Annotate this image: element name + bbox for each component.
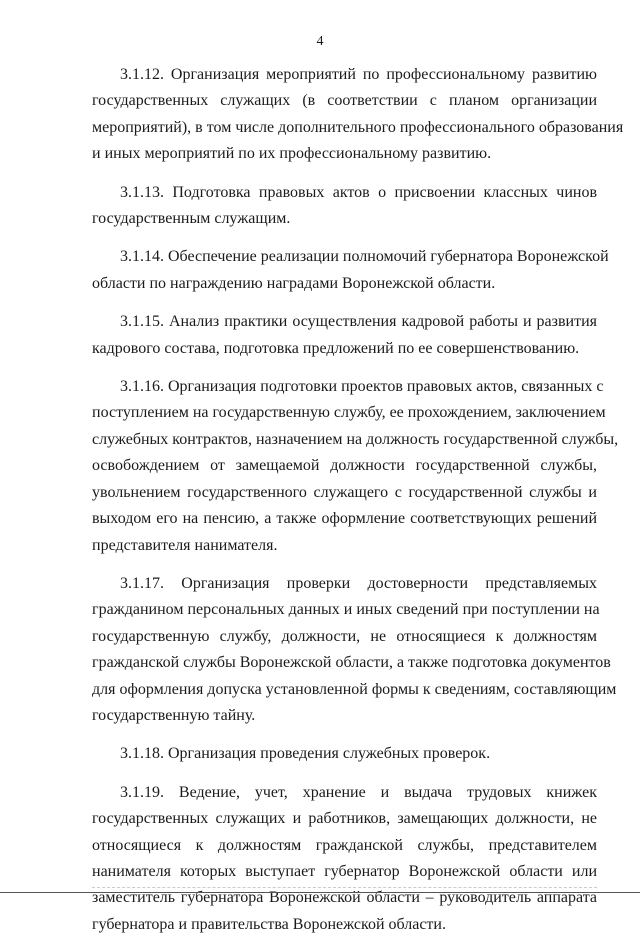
scan-artifact-line <box>92 887 597 891</box>
text-line: для оформления допуска установленной формы к сведениям, составляющим <box>92 680 617 698</box>
text-line: 3.1.18. Организация проведения служебных проверок. <box>120 745 491 763</box>
text-line: освобождением от замещаемой должности государственной службы, <box>92 457 597 475</box>
text-line: государственным служащим. <box>92 210 291 228</box>
text-line: служебных контрактов, назначением на должность государственной службы, <box>92 430 619 448</box>
text-line: представителя нанимателя. <box>92 536 278 554</box>
page-bottom-edge <box>0 892 640 893</box>
text-line: заместитель губернатора Воронежской области – руководитель аппарата <box>92 889 597 907</box>
text-line: 3.1.14. Обеспечение реализации полномочий губернатора Воронежской <box>120 248 609 266</box>
text-line: и иных мероприятий по их профессиональному развитию. <box>92 145 492 163</box>
text-line: выходом его на пенсию, а также оформление соответствующих решений <box>92 510 597 528</box>
paragraph-3-1-15 <box>92 309 597 362</box>
text-line: государственных служащих и работников, замещающих должности, не <box>92 810 597 828</box>
text-line: 3.1.16. Организация подготовки проектов правовых актов, связанных с <box>120 378 604 396</box>
paragraph-3-1-14 <box>92 244 609 297</box>
text-line: 3.1.17. Организация проверки достоверности представляемых <box>120 574 597 592</box>
paragraph-3-1-13 <box>92 180 597 233</box>
text-line: 3.1.19. Ведение, учет, хранение и выдача трудовых книжек <box>120 783 597 801</box>
page-number: 4 <box>316 34 324 49</box>
text-line: кадрового состава, подготовка предложений по ее совершенствованию. <box>92 339 580 357</box>
paragraph-3-1-17 <box>92 571 617 729</box>
text-line: 3.1.13. Подготовка правовых актов о присвоении классных чинов <box>120 183 597 201</box>
text-line: 3.1.15. Анализ практики осуществления кадровой работы и развития <box>120 313 597 331</box>
document-body <box>92 62 624 950</box>
text-line: 3.1.12. Организация мероприятий по профессиональному развитию <box>120 66 597 83</box>
text-line: нанимателя которых выступает губернатор Воронежской области или <box>92 862 597 880</box>
text-line: губернатора и правительства Воронежской области. <box>92 915 446 933</box>
text-line: поступлением на государственную службу, ее прохождением, заключением <box>92 404 606 422</box>
text-line: гражданином персональных данных и иных сведений при поступлении на <box>92 601 600 619</box>
paragraph-3-1-12 <box>92 62 624 168</box>
paragraph-3-1-18 <box>92 741 597 767</box>
text-line: гражданской службы Воронежской области, а также подготовка документов <box>92 654 611 672</box>
text-line: относящиеся к должностям гражданской службы, представителем <box>92 836 597 854</box>
paragraph-3-1-19 <box>92 780 597 938</box>
text-line: государственную службу, должности, не относящиеся к должностям <box>92 627 597 645</box>
text-line: государственную тайну. <box>92 706 256 724</box>
text-line: мероприятий), в том числе дополнительного профессионального образования <box>92 118 624 136</box>
text-line: области по награждению наградами Воронежской области. <box>92 274 496 292</box>
text-line: увольнением государственного служащего с государственной службы и <box>92 483 597 501</box>
text-line: государственных служащих (в соответствии с планом организации <box>92 92 597 110</box>
paragraph-3-1-16 <box>92 374 619 559</box>
